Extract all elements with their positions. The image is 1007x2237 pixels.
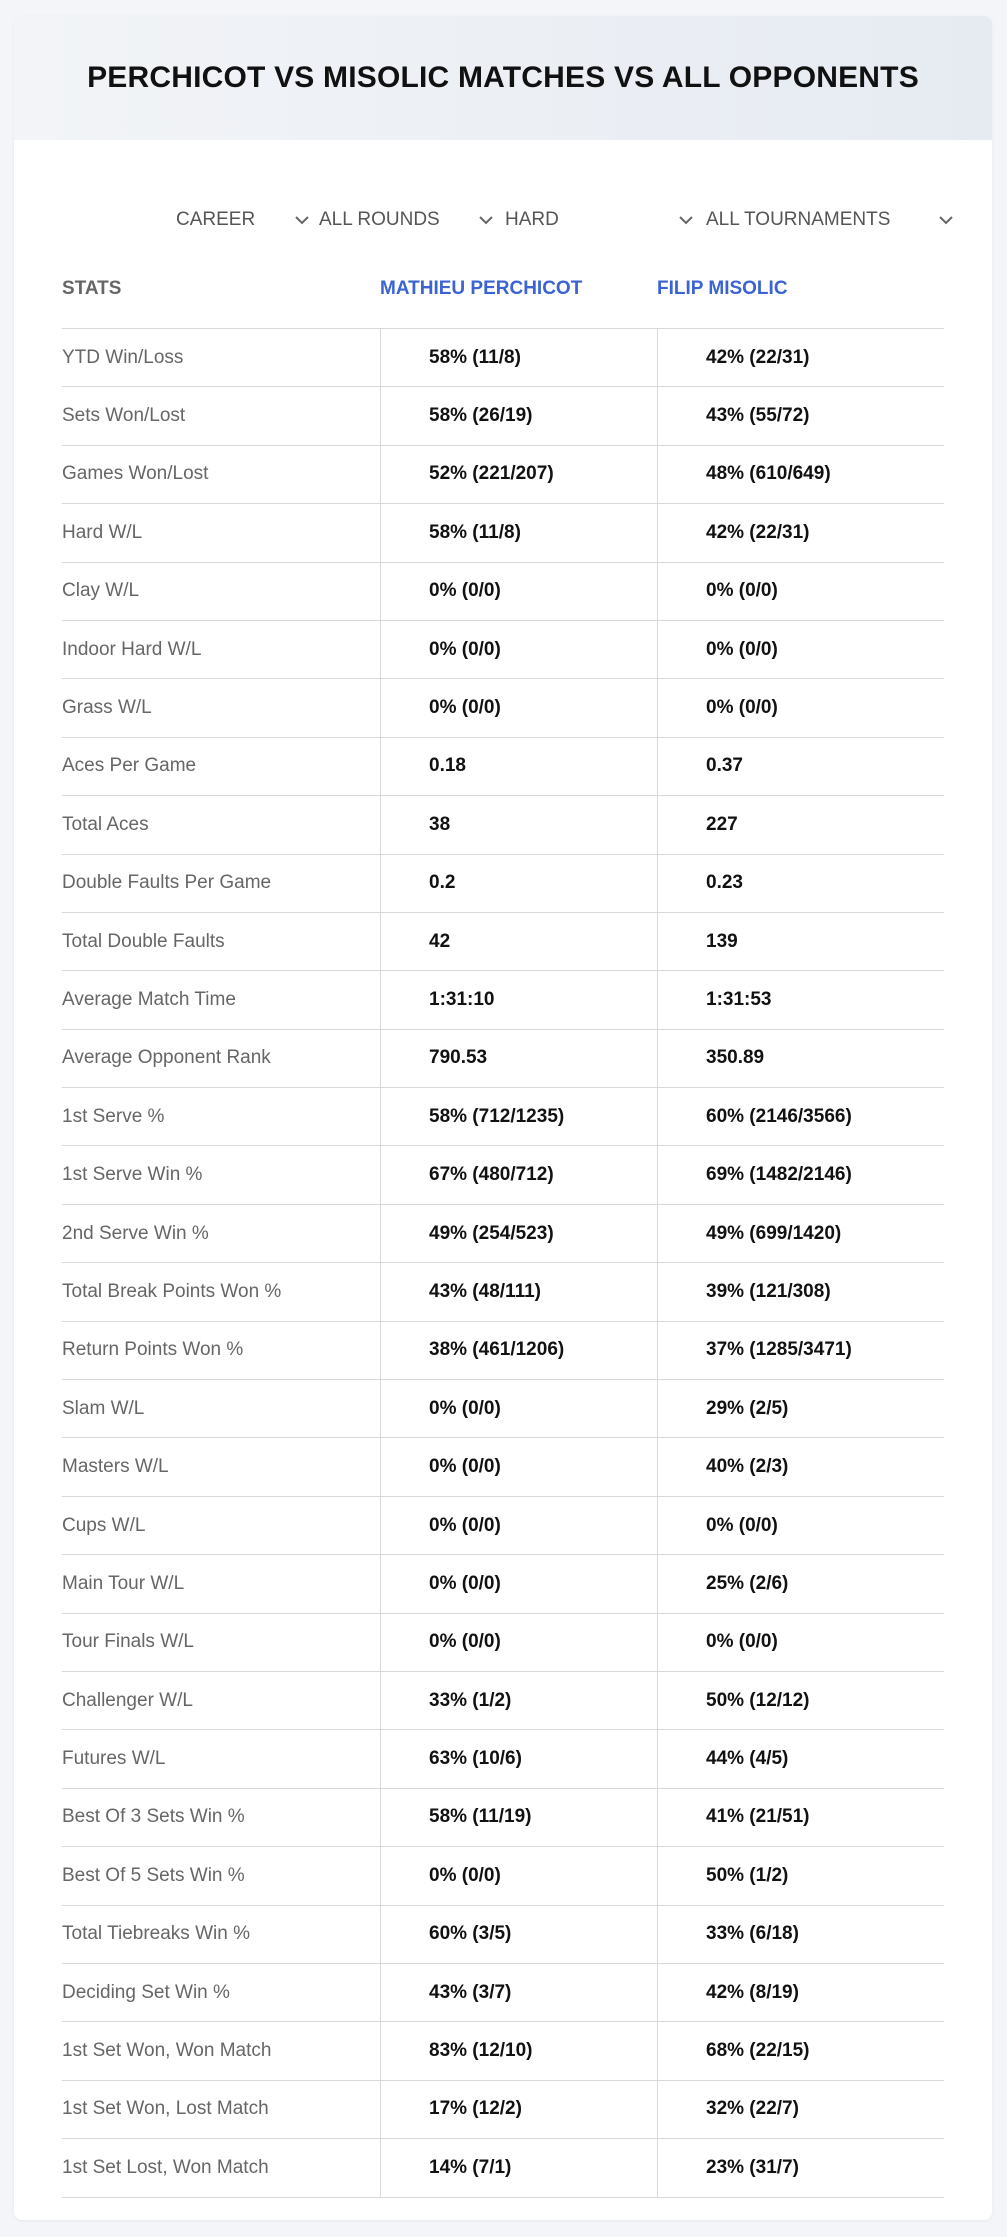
table-row xyxy=(62,1205,944,1263)
player1-stat-value: 0% (0/0) xyxy=(380,1555,657,1612)
player2-stat-value: 50% (12/12) xyxy=(657,1672,944,1729)
stat-label: 1st Set Won, Won Match xyxy=(62,2040,272,2062)
player2-stat-value: 41% (21/51) xyxy=(657,1789,944,1846)
player2-stat-value: 32% (22/7) xyxy=(657,2081,944,2138)
table-row xyxy=(62,1380,944,1438)
stat-label: Deciding Set Win % xyxy=(62,1981,230,2003)
table-row xyxy=(62,1730,944,1788)
player1-stat-value: 14% (7/1) xyxy=(380,2139,657,2196)
player1-stat-value: 17% (12/2) xyxy=(380,2081,657,2138)
table-row xyxy=(62,2022,944,2080)
player1-stat-value: 43% (3/7) xyxy=(380,1964,657,2021)
player1-stat-value: 60% (3/5) xyxy=(380,1906,657,1963)
player1-stat-value: 0.18 xyxy=(380,738,657,795)
stat-label: Double Faults Per Game xyxy=(62,872,272,894)
player1-stat-value: 1:31:10 xyxy=(380,971,657,1028)
stats-card xyxy=(14,16,992,2220)
player2-stat-value: 23% (31/7) xyxy=(657,2139,944,2196)
chevron-down-icon xyxy=(674,208,698,232)
chevron-down-icon xyxy=(474,208,498,232)
player2-name-link[interactable]: FILIP MISOLIC xyxy=(657,278,788,299)
stat-label: Return Points Won % xyxy=(62,1339,244,1361)
table-row xyxy=(62,1497,944,1555)
stat-label: Aces Per Game xyxy=(62,755,197,777)
player1-stat-value: 33% (1/2) xyxy=(380,1672,657,1729)
table-row xyxy=(62,1088,944,1146)
stat-label: Sets Won/Lost xyxy=(62,405,186,427)
table-row xyxy=(62,446,944,504)
table-row xyxy=(62,738,944,796)
player2-stat-value: 350.89 xyxy=(657,1030,944,1087)
player2-stat-value: 44% (4/5) xyxy=(657,1730,944,1787)
stat-label: Average Match Time xyxy=(62,988,236,1010)
stat-label: Total Aces xyxy=(62,813,149,835)
stat-label: Slam W/L xyxy=(62,1397,145,1419)
filter-period-label: CAREER xyxy=(176,209,256,230)
stat-label: Best Of 3 Sets Win % xyxy=(62,1806,245,1828)
player1-stat-value: 38 xyxy=(380,796,657,853)
player2-stat-value: 50% (1/2) xyxy=(657,1847,944,1904)
player2-stat-value: 0.23 xyxy=(657,855,944,912)
table-row xyxy=(62,913,944,971)
player2-stat-value: 48% (610/649) xyxy=(657,446,944,503)
table-row xyxy=(62,621,944,679)
player2-stat-value: 40% (2/3) xyxy=(657,1438,944,1495)
table-row xyxy=(62,971,944,1029)
player1-stat-value: 49% (254/523) xyxy=(380,1205,657,1262)
player2-stat-value: 49% (699/1420) xyxy=(657,1205,944,1262)
stat-label: Total Break Points Won % xyxy=(62,1280,282,1302)
filter-round-select[interactable] xyxy=(319,190,498,250)
player1-stat-value: 58% (11/19) xyxy=(380,1789,657,1846)
stat-label: Main Tour W/L xyxy=(62,1572,185,1594)
player1-stat-value: 58% (11/8) xyxy=(380,329,657,386)
stat-label: Indoor Hard W/L xyxy=(62,638,202,660)
player2-stat-value: 0% (0/0) xyxy=(657,1497,944,1554)
player1-stat-value: 58% (712/1235) xyxy=(380,1088,657,1145)
stat-label: Cups W/L xyxy=(62,1514,146,1536)
player2-stat-value: 39% (121/308) xyxy=(657,1263,944,1320)
player1-stat-value: 83% (12/10) xyxy=(380,2022,657,2079)
stat-label: Best Of 5 Sets Win % xyxy=(62,1864,245,1886)
table-row xyxy=(62,855,944,913)
player2-stat-value: 42% (22/31) xyxy=(657,329,944,386)
stat-label: Grass W/L xyxy=(62,697,152,719)
filter-surface-select[interactable] xyxy=(505,190,698,250)
table-row xyxy=(62,796,944,854)
player2-stat-value: 68% (22/15) xyxy=(657,2022,944,2079)
player1-stat-value: 0% (0/0) xyxy=(380,1438,657,1495)
player2-stat-value: 37% (1285/3471) xyxy=(657,1322,944,1379)
stat-label: Total Tiebreaks Win % xyxy=(62,1923,250,1945)
player2-stat-value: 1:31:53 xyxy=(657,971,944,1028)
stat-label: 1st Serve % xyxy=(62,1105,165,1127)
player2-stat-value: 0% (0/0) xyxy=(657,563,944,620)
player2-stat-value: 0% (0/0) xyxy=(657,621,944,678)
table-row xyxy=(62,329,944,387)
column-header-stats: STATS xyxy=(62,278,122,299)
player1-stat-value: 0% (0/0) xyxy=(380,1614,657,1671)
player1-stat-value: 67% (480/712) xyxy=(380,1146,657,1203)
table-row xyxy=(62,1438,944,1496)
table-row xyxy=(62,1789,944,1847)
player2-stat-value: 42% (22/31) xyxy=(657,504,944,561)
player1-stat-value: 63% (10/6) xyxy=(380,1730,657,1787)
table-body xyxy=(62,329,944,2198)
player2-stat-value: 0.37 xyxy=(657,738,944,795)
player1-stat-value: 0% (0/0) xyxy=(380,1380,657,1437)
chevron-down-icon xyxy=(290,208,314,232)
stat-label: YTD Win/Loss xyxy=(62,346,184,368)
player1-stat-value: 58% (11/8) xyxy=(380,504,657,561)
player2-stat-value: 25% (2/6) xyxy=(657,1555,944,1612)
table-row xyxy=(62,679,944,737)
player1-stat-value: 790.53 xyxy=(380,1030,657,1087)
stat-label: Tour Finals W/L xyxy=(62,1631,194,1653)
table-row xyxy=(62,563,944,621)
player2-stat-value: 42% (8/19) xyxy=(657,1964,944,2021)
stat-label: Total Double Faults xyxy=(62,930,225,952)
filter-tournament-select[interactable] xyxy=(706,190,958,250)
table-row xyxy=(62,1614,944,1672)
player1-stat-value: 43% (48/111) xyxy=(380,1263,657,1320)
table-row xyxy=(62,1555,944,1613)
table-header xyxy=(62,250,944,329)
table-row xyxy=(62,1030,944,1088)
stat-label: Hard W/L xyxy=(62,521,143,543)
filter-tournament-label: ALL TOURNAMENTS xyxy=(706,209,891,230)
stats-table xyxy=(62,250,944,2198)
table-row xyxy=(62,2139,944,2197)
table-row xyxy=(62,1146,944,1204)
stat-label: Challenger W/L xyxy=(62,1689,193,1711)
player1-stat-value: 0% (0/0) xyxy=(380,621,657,678)
player1-stat-value: 52% (221/207) xyxy=(380,446,657,503)
player2-stat-value: 0% (0/0) xyxy=(657,679,944,736)
page-title: PERCHICOT VS MISOLIC MATCHES VS ALL OPPONENTS xyxy=(87,61,919,94)
player2-stat-value: 0% (0/0) xyxy=(657,1614,944,1671)
player2-stat-value: 69% (1482/2146) xyxy=(657,1146,944,1203)
filter-bar xyxy=(14,190,992,250)
player1-stat-value: 58% (26/19) xyxy=(380,387,657,444)
stat-label: Clay W/L xyxy=(62,580,140,602)
table-row xyxy=(62,2081,944,2139)
stat-label: 1st Set Lost, Won Match xyxy=(62,2156,269,2178)
table-row xyxy=(62,1672,944,1730)
table-row xyxy=(62,1847,944,1905)
filter-round-label: ALL ROUNDS xyxy=(319,209,440,230)
stat-label: Average Opponent Rank xyxy=(62,1047,271,1069)
filter-period-select[interactable] xyxy=(176,190,314,250)
player1-name-link[interactable]: MATHIEU PERCHICOT xyxy=(380,278,583,299)
player1-stat-value: 0% (0/0) xyxy=(380,1497,657,1554)
player1-stat-value: 0% (0/0) xyxy=(380,679,657,736)
table-row xyxy=(62,1906,944,1964)
table-row xyxy=(62,504,944,562)
player1-stat-value: 38% (461/1206) xyxy=(380,1322,657,1379)
player2-stat-value: 33% (6/18) xyxy=(657,1906,944,1963)
stat-label: 2nd Serve Win % xyxy=(62,1222,209,1244)
table-row xyxy=(62,1263,944,1321)
player1-stat-value: 0.2 xyxy=(380,855,657,912)
player2-stat-value: 60% (2146/3566) xyxy=(657,1088,944,1145)
table-row xyxy=(62,387,944,445)
player1-stat-value: 0% (0/0) xyxy=(380,563,657,620)
player2-stat-value: 43% (55/72) xyxy=(657,387,944,444)
chevron-down-icon xyxy=(934,208,958,232)
table-row xyxy=(62,1322,944,1380)
stat-label: 1st Serve Win % xyxy=(62,1164,203,1186)
table-row xyxy=(62,1964,944,2022)
filter-surface-label: HARD xyxy=(505,209,559,230)
card-header xyxy=(14,16,992,140)
stat-label: Games Won/Lost xyxy=(62,463,209,485)
stat-label: Futures W/L xyxy=(62,1748,166,1770)
player2-stat-value: 29% (2/5) xyxy=(657,1380,944,1437)
stat-label: 1st Set Won, Lost Match xyxy=(62,2098,269,2120)
player2-stat-value: 139 xyxy=(657,913,944,970)
player1-stat-value: 42 xyxy=(380,913,657,970)
player2-stat-value: 227 xyxy=(657,796,944,853)
stat-label: Masters W/L xyxy=(62,1456,169,1478)
player1-stat-value: 0% (0/0) xyxy=(380,1847,657,1904)
